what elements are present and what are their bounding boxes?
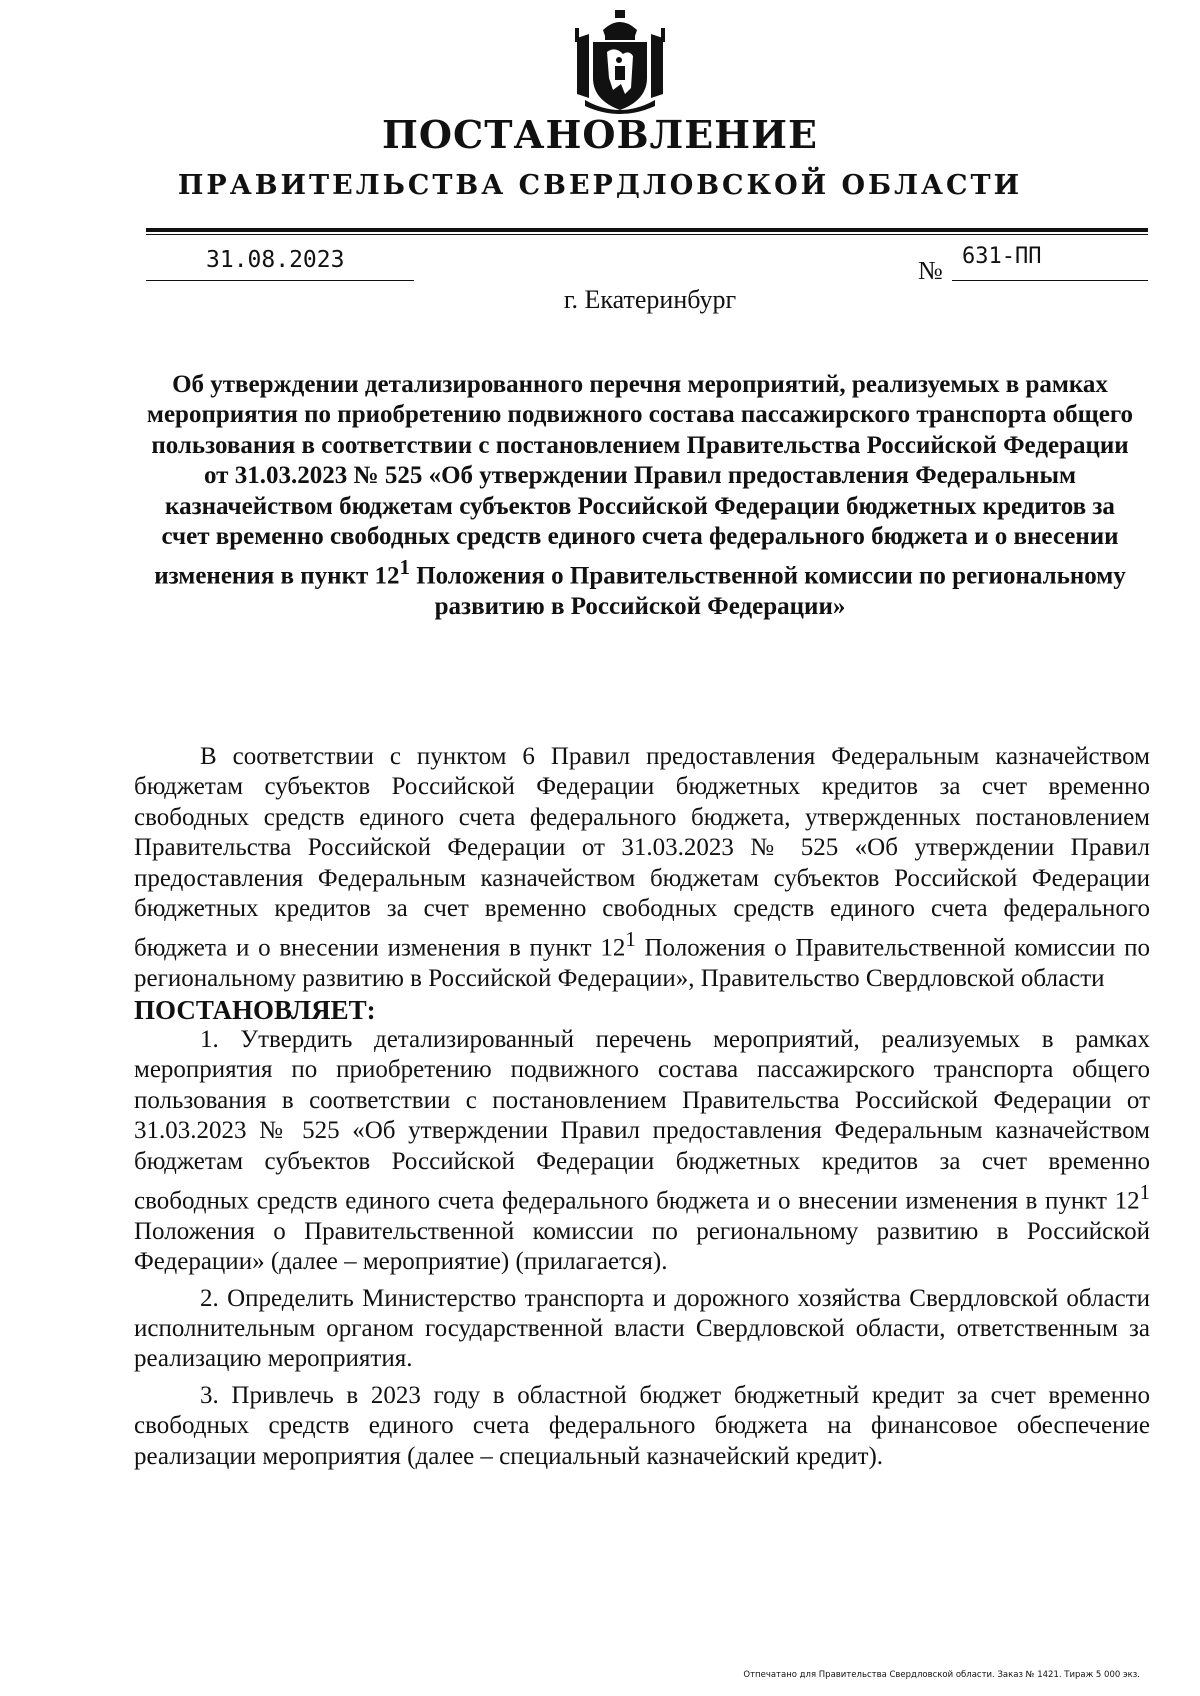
preamble-text: В соответствии с пунктом 6 Правил предоставления Федеральным казначейством бюджетам субъектов Российской Федерации бюджетных кредитов за счет временно свободных средств единого счета федерального бюджета, утвержденных постановлением Правительства Российской Федерации от 31.03.2023 № 525 «Об утверждении Правил предоставления Федеральным казначейством бюджетам субъектов Российской Федерации бюджетных кредитов за счет временно свободных средств единого счета федерального бюджета и о внесении изменения в пункт 12 xyxy=(134,743,1150,962)
preamble-superscript: 1 xyxy=(625,927,636,952)
clause-2: 2. Определить Министерство транспорта и дорожного хозяйства Свердловской области исполнительным органом государственной власти Свердловской области, ответственным за реализацию мероприятия. xyxy=(134,1284,1150,1373)
number-sign: № xyxy=(918,256,943,285)
document-title-superscript: 1 xyxy=(399,555,410,580)
preamble-text-end: Положения о Правительственной комиссии по региональному развитию в Российской Федерации», Правительство Свердловской области xyxy=(134,934,1150,993)
document-type-heading: ПОСТАНОВЛЕНИЕ xyxy=(382,112,818,157)
clause-1-text-end: Положения о Правительственной комиссии по региональному развитию в Российской Федерации» (далее – мероприятие) (прилагается). xyxy=(134,1217,1150,1276)
header-rule-thick xyxy=(146,228,1148,232)
print-footer: Отпечатано для Правительства Свердловской области. Заказ № 1421. Тираж 5 000 экз. xyxy=(743,1670,1140,1680)
city: г. Екатеринбург xyxy=(563,285,737,314)
date-underline xyxy=(146,280,414,281)
issuing-authority-heading: ПРАВИТЕЛЬСТВА СВЕРДЛОВСКОЙ ОБЛАСТИ xyxy=(177,170,1023,201)
preamble-paragraph xyxy=(134,742,1150,995)
header-rule-thin xyxy=(146,234,1148,235)
number-underline xyxy=(952,280,1148,281)
resolves-heading: ПОСТАНОВЛЯЕТ: xyxy=(134,994,376,1025)
document-number: 631-ПП xyxy=(962,244,1042,269)
document-title xyxy=(140,370,1140,623)
document-date: 31.08.2023 xyxy=(206,247,345,273)
clause-1-text: 1. Утвердить детализированный перечень мероприятий, реализуемых в рамках мероприятия по приобретению подвижного состава пассажирского транспорта общего пользования в соответствии с постановлением Правительства Российской Федерации от 31.03.2023 № 525 «Об утверждении Правил предоставления Федеральным казначейством бюджетам субъектов Российской Федерации бюджетных кредитов за счет временно свободных средств единого счета федерального бюджета и о внесении изменения в пункт 12 xyxy=(134,1025,1150,1215)
document-title-text-end: Положения о Правительственной комиссии по региональному развитию в Российской Федерации» xyxy=(409,562,1126,621)
clause-3: 3. Привлечь в 2023 году в областной бюджет бюджетный кредит за счет временно свободных средств единого счета федерального бюджета на финансовое обеспечение реализации мероприятия (далее – специальный казначейский кредит). xyxy=(134,1381,1150,1470)
document-body xyxy=(134,742,1150,1478)
clause-1-superscript: 1 xyxy=(1139,1180,1150,1205)
clause-1 xyxy=(134,1025,1150,1278)
coat-of-arms-icon xyxy=(565,8,675,118)
document-title-text: Об утверждении детализированного перечня мероприятий, реализуемых в рамках мероприятия по приобретению подвижного состава пассажирского транспорта общего пользования в соответствии с постановлением Правительства Российской Федерации от 31.03.2023 № 525 «Об утверждении Правил предоставления Федеральным казначейством бюджетам субъектов Российской Федерации бюджетных кредитов за счет временно свободных средств единого счета федерального бюджета и о внесении изменения в пункт 12 xyxy=(146,371,1134,590)
